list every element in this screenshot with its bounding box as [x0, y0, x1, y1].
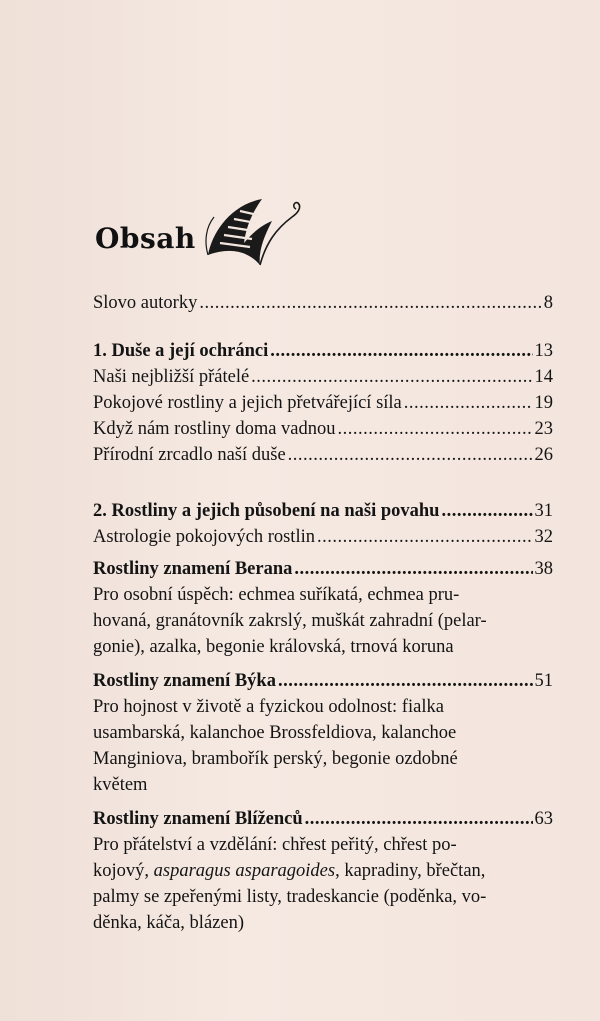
toc-row[interactable] [93, 668, 553, 694]
toc-row[interactable] [93, 390, 553, 416]
toc-label: Astrologie pokojových rostlin [93, 527, 315, 547]
toc-leader [404, 390, 533, 416]
toc-label: Rostliny znamení Býka [93, 671, 276, 691]
toc-page: 38 [534, 559, 553, 579]
toc-row[interactable] [93, 524, 553, 550]
blizencu-description [93, 832, 553, 936]
toc-label: 1. Duše a její ochránci [93, 341, 269, 361]
description-line: Manginiova, brambořík perský, begonie ozdobné [93, 749, 458, 769]
toc-label: 2. Rostliny a jejich působení na naši povahu [93, 501, 440, 521]
toc-page: 26 [534, 445, 553, 465]
toc-row[interactable] [93, 416, 553, 442]
description-line: kojový, asparagus asparagoides, kapradiny, břečtan, [93, 861, 486, 881]
toc-row[interactable] [93, 442, 553, 468]
byka-description [93, 694, 553, 798]
toc-leader [441, 498, 532, 524]
toc-page: 19 [534, 393, 553, 413]
toc-page: 31 [534, 501, 553, 521]
toc-row[interactable] [93, 556, 553, 582]
toc-label: Když nám rostliny doma vadnou [93, 419, 336, 439]
toc-row[interactable] [93, 498, 553, 524]
toc-page: 13 [534, 341, 553, 361]
toc-page: 32 [534, 527, 553, 547]
toc-page: 63 [534, 809, 553, 829]
berana-description [93, 582, 553, 660]
description-line: gonie), azalka, begonie královská, trnová koruna [93, 637, 454, 657]
heading-title: Obsah [95, 221, 196, 255]
toc-leader [199, 290, 541, 316]
toc-leader [251, 364, 532, 390]
toc-leader [270, 338, 532, 364]
toc-heading [95, 198, 310, 278]
table-of-contents [93, 290, 553, 936]
toc-label: Rostliny znamení Blíženců [93, 809, 303, 829]
toc-page: 23 [534, 419, 553, 439]
toc-row[interactable] [93, 364, 553, 390]
description-line: Pro přátelství a vzdělání: chřest peřitý, chřest po- [93, 835, 457, 855]
toc-row[interactable] [93, 338, 553, 364]
description-line: palmy se zpeřenými listy, tradeskancie (poděnka, vo- [93, 887, 487, 907]
toc-row[interactable] [93, 290, 553, 316]
toc-page: 14 [534, 367, 553, 387]
description-line: děnka, káča, blázen) [93, 913, 244, 933]
toc-label: Naši nejbližší přátelé [93, 367, 250, 387]
toc-label: Přírodní zrcadlo naší duše [93, 445, 286, 465]
toc-leader [288, 442, 533, 468]
toc-leader [317, 524, 533, 550]
toc-leader [294, 556, 532, 582]
toc-page: 8 [543, 293, 553, 313]
description-line: květem [93, 775, 148, 795]
toc-page: 51 [534, 671, 553, 691]
description-line: Pro osobní úspěch: echmea suříkatá, echmea pru- [93, 585, 460, 605]
toc-leader [278, 668, 533, 694]
description-line: usambarská, kalanchoe Brossfeldiova, kalanchoe [93, 723, 457, 743]
toc-leader [338, 416, 533, 442]
toc-label: Rostliny znamení Berana [93, 559, 293, 579]
toc-label: Slovo autorky [93, 293, 198, 313]
toc-label: Pokojové rostliny a jejich přetvářející síla [93, 393, 402, 413]
description-line: hovaná, granátovník zakrslý, muškát zahradní (pelar- [93, 611, 487, 631]
toc-leader [305, 806, 533, 832]
description-line: Pro hojnost v životě a fyzickou odolnost: fialka [93, 697, 444, 717]
feather-ornament-icon [200, 193, 310, 273]
toc-row[interactable] [93, 806, 553, 832]
